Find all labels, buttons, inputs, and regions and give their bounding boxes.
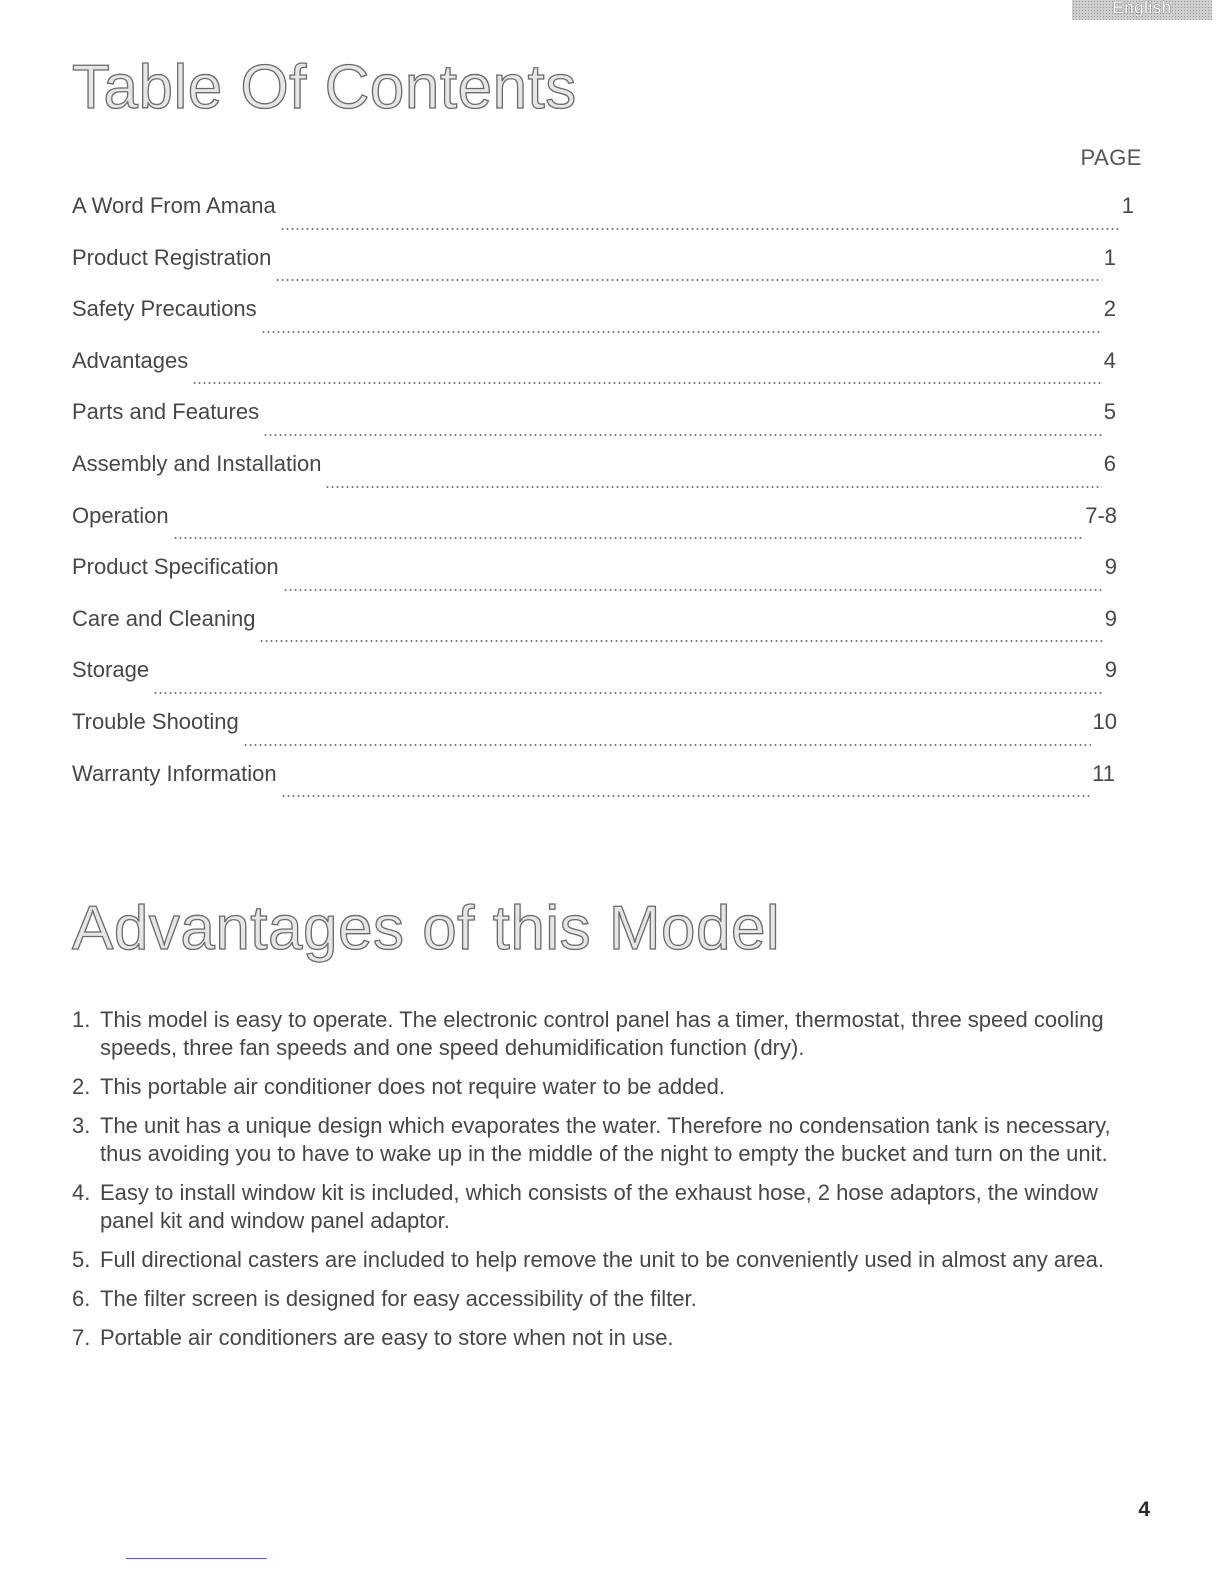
- toc-entry-page: 5: [1103, 399, 1116, 425]
- advantage-number: 6.: [72, 1286, 91, 1311]
- footer-rule: [126, 1558, 267, 1559]
- advantage-item: [72, 1179, 1142, 1235]
- advantage-item: [72, 1324, 1142, 1352]
- toc-entry-label: Trouble Shooting: [72, 708, 239, 734]
- toc-entry: [72, 657, 1117, 709]
- advantage-text: This model is easy to operate. The electronic control panel has a timer, thermostat, three speed cooling speeds, three fan speeds and one speed dehumidification function (dry).: [100, 1007, 1104, 1060]
- toc-entry-label: Product Registration: [72, 244, 272, 270]
- toc-entry-label: A Word From Amana: [72, 193, 276, 218]
- toc-entry-page: 9: [1104, 554, 1117, 580]
- advantage-item: [72, 1073, 1142, 1101]
- dot-leader: [243, 743, 1091, 747]
- toc-entry-label: Safety Precautions: [72, 296, 257, 322]
- toc-entry-page: 9: [1104, 657, 1117, 683]
- dot-leader: [173, 536, 1084, 540]
- dot-leader: [192, 381, 1102, 385]
- advantage-item: [72, 1246, 1142, 1274]
- toc-entry: [72, 554, 1117, 606]
- toc-entry-page: 9: [1104, 605, 1117, 631]
- advantage-number: 1.: [72, 1007, 91, 1032]
- advantage-number: 5.: [72, 1247, 91, 1272]
- toc-entry-page: 7-8: [1085, 502, 1117, 528]
- toc-entry-page: 11: [1092, 760, 1115, 786]
- toc-entry-label: Warranty Information: [72, 760, 277, 786]
- toc-entry: [72, 348, 1116, 400]
- toc-entry: [72, 451, 1116, 503]
- toc-entry-page: 6: [1103, 450, 1116, 476]
- dot-leader: [153, 691, 1103, 695]
- advantage-number: 4.: [72, 1180, 91, 1205]
- advantage-text: The unit has a unique design which evaporates the water. Therefore no condensation tank is necessary, thus avoiding you to have to wake up in the middle of the night to empty the bucket and turn on the unit.: [100, 1113, 1111, 1166]
- toc-entry-label: Advantages: [72, 347, 189, 373]
- dot-leader: [325, 485, 1101, 489]
- advantage-text: Portable air conditioners are easy to store when not in use.: [100, 1325, 674, 1350]
- dot-leader: [259, 639, 1102, 643]
- toc-title: Table Of Contents: [72, 53, 577, 122]
- toc-entry: [72, 296, 1116, 348]
- dot-leader: [263, 433, 1102, 437]
- toc-entry-label: Care and Cleaning: [72, 605, 256, 631]
- advantages-title: Advantages of this Model: [72, 894, 781, 963]
- toc-entry-label: Assembly and Installation: [72, 450, 322, 476]
- toc-entry: [72, 606, 1117, 658]
- advantage-text: The filter screen is designed for easy accessibility of the filter.: [100, 1286, 697, 1311]
- toc-page-column-header: PAGE: [1080, 145, 1142, 170]
- advantage-number: 7.: [72, 1325, 91, 1350]
- dot-leader: [281, 794, 1091, 798]
- toc-entry-page: 4: [1103, 347, 1116, 373]
- advantage-text: Easy to install window kit is included, which consists of the exhaust hose, 2 hose adaptors, the window panel kit and window panel adaptor.: [100, 1180, 1098, 1233]
- advantage-text: This portable air conditioner does not require water to be added.: [100, 1074, 725, 1099]
- advantages-list: [72, 1006, 1142, 1363]
- toc-entry-label: Operation: [72, 502, 169, 528]
- toc-entry-label: Storage: [72, 657, 150, 683]
- toc-entry-label: Parts and Features: [72, 399, 260, 425]
- toc-entry-page: 10: [1092, 708, 1117, 734]
- toc-entry-label: Product Specification: [72, 554, 279, 580]
- toc-entry: [72, 193, 1134, 245]
- advantage-item: [72, 1112, 1142, 1168]
- toc-entry-page: 2: [1103, 296, 1116, 322]
- language-tab: English: [1072, 0, 1212, 20]
- advantage-number: 2.: [72, 1074, 91, 1099]
- toc-entry-page: 1: [1103, 244, 1116, 270]
- toc-entry: [72, 761, 1115, 813]
- toc-entry: [72, 709, 1117, 761]
- toc-entry: [72, 245, 1116, 297]
- advantage-number: 3.: [72, 1113, 91, 1138]
- toc-list: [72, 193, 1134, 812]
- advantage-item: [72, 1006, 1142, 1062]
- page-number: 4: [1138, 1498, 1150, 1521]
- dot-leader: [280, 227, 1120, 231]
- toc-entry: [72, 399, 1116, 451]
- dot-leader: [261, 330, 1102, 334]
- toc-entry-page: 1: [1121, 193, 1134, 218]
- advantage-item: [72, 1285, 1142, 1313]
- dot-leader: [283, 588, 1103, 592]
- advantage-text: Full directional casters are included to help remove the unit to be conveniently used in almost any area.: [100, 1247, 1105, 1272]
- dot-leader: [275, 278, 1101, 282]
- toc-entry: [72, 503, 1117, 555]
